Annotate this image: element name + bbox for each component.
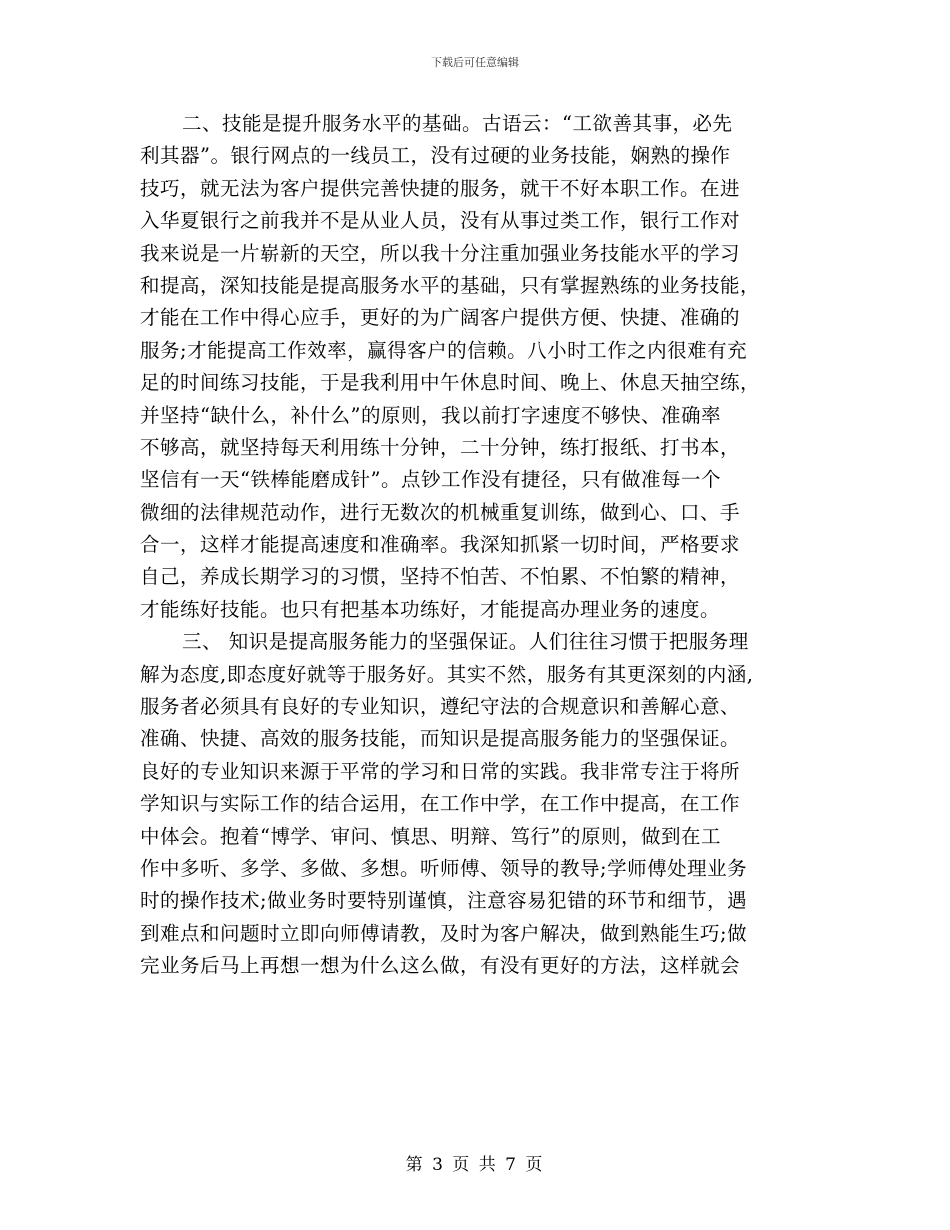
text-line: 时的操作技术;做业务时要特别谨慎，注意容易犯错的环节和细节，遇 — [140, 889, 748, 913]
text-line: 解为态度,即态度好就等于服务好。其实不然，服务有其更深刻的内涵, — [140, 662, 754, 686]
text-line: 三、 知识是提高服务能力的坚强保证。人们往往习惯于把服务理 — [182, 630, 749, 654]
text-line: 技巧，就无法为客户提供完善快捷的服务，就干不好本职工作。在进 — [140, 176, 741, 200]
text-line: 利其器”。银行网点的一线员工，没有过硬的业务技能，娴熟的操作 — [140, 144, 731, 168]
text-line: 足的时间练习技能，于是我利用中午休息时间、晚上、休息天抽空练， — [140, 371, 761, 395]
text-line: 我来说是一片崭新的天空，所以我十分注重加强业务技能水平的学习 — [140, 241, 741, 265]
text-line: 坚信有一天“铁棒能磨成针”。点钞工作没有捷径，只有做准每一个 — [140, 468, 721, 492]
document-body — [140, 108, 820, 983]
text-line: 完业务后马上再想一想为什么这么做，有没有更好的方法，这样就会 — [140, 954, 741, 978]
text-line: 入华夏银行之前我并不是从业人员，没有从事过类工作，银行工作对 — [140, 209, 741, 233]
text-line: 服务;才能提高工作效率，赢得客户的信赖。八小时工作之内很难有充 — [140, 338, 748, 362]
text-line: 作中多听、多学、多做、多想。听师傅、领导的教导;学师傅处理业务 — [140, 856, 748, 880]
text-line: 才能在工作中得心应手，更好的为广阔客户提供方便、快捷、准确的 — [140, 306, 741, 330]
text-line: 不够高，就坚持每天利用练十分钟，二十分钟，练打报纸、打书本， — [140, 435, 741, 459]
text-line: 和提高，深知技能是提高服务水平的基础，只有掌握熟练的业务技能， — [140, 273, 761, 297]
text-line: 中体会。抱着“博学、审问、慎思、明辩、笃行”的原则，做到在工 — [140, 824, 721, 848]
text-line: 服务者必须具有良好的专业知识，遵纪守法的合规意识和善解心意、 — [140, 695, 741, 719]
text-line: 自己，养成长期学习的习惯，坚持不怕苦、不怕累、不怕繁的精神， — [140, 565, 741, 589]
page-header: 下载后可任意编辑 — [431, 56, 519, 69]
text-line: 二、技能是提升服务水平的基础。古语云：“工欲善其事，必先 — [182, 112, 733, 135]
text-line: 到难点和问题时立即向师傅请教，及时为客户解决，做到熟能生巧;做 — [140, 921, 748, 945]
text-line: 良好的专业知识来源于平常的学习和日常的实践。我非常专注于将所 — [140, 759, 741, 783]
page-number-footer: 第 3 页 共 7 页 — [405, 1155, 545, 1175]
text-line: 并坚持“缺什么，补什么”的原则，我以前打字速度不够快、准确率 — [140, 403, 721, 427]
text-line: 准确、快捷、高效的服务技能，而知识是提高服务能力的坚强保证。 — [140, 727, 741, 751]
text-line: 微细的法律规范动作，进行无数次的机械重复训练，做到心、口、手 — [140, 500, 741, 524]
text-line: 合一，这样才能提高速度和准确率。我深知抓紧一切时间，严格要求 — [140, 533, 741, 557]
text-line: 才能练好技能。也只有把基本功练好，才能提高办理业务的速度。 — [140, 597, 721, 621]
text-line: 学知识与实际工作的结合运用，在工作中学，在工作中提高，在工作 — [140, 792, 741, 816]
